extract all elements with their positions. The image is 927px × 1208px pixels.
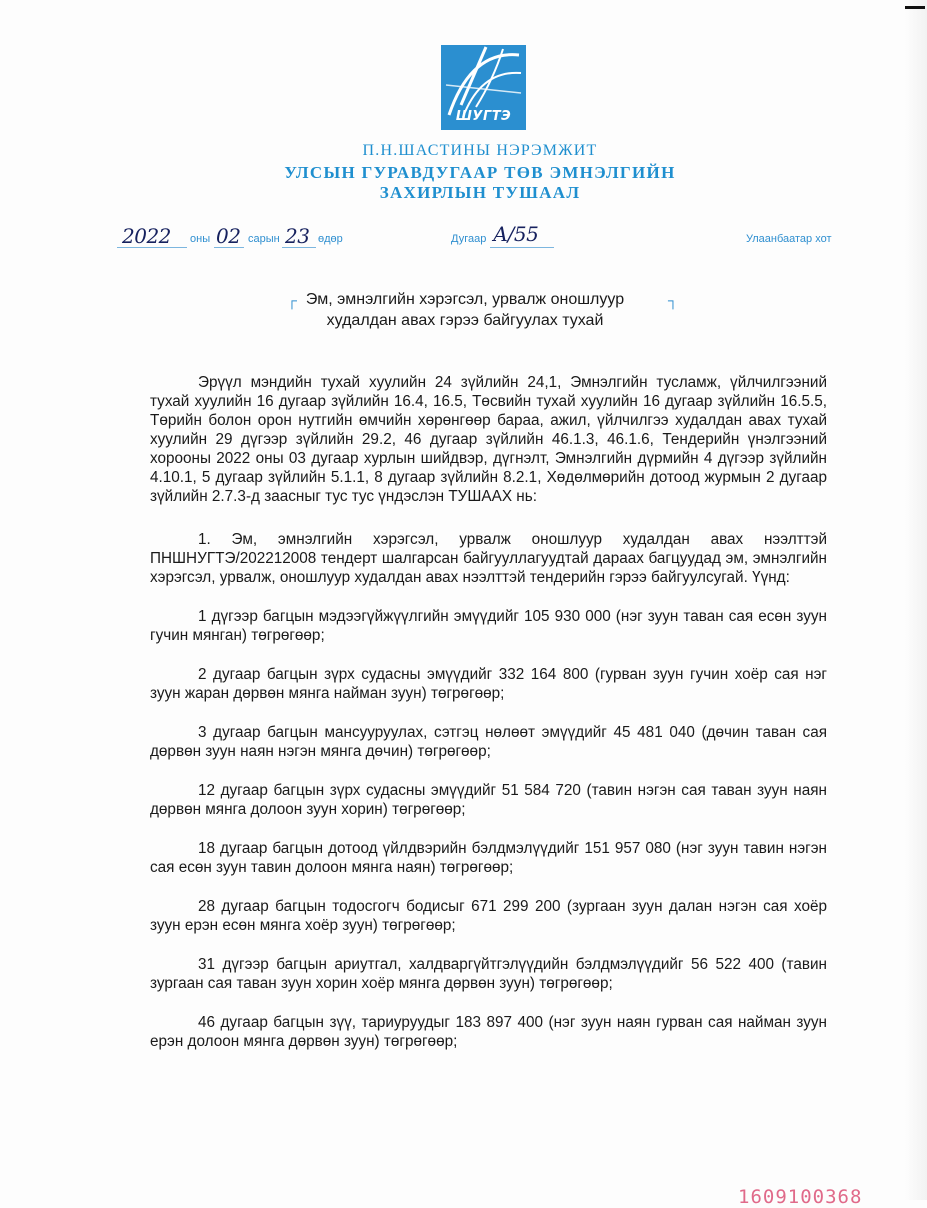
header-line-2: ЗАХИРЛЫН ТУШААЛ bbox=[379, 183, 581, 202]
batch-paragraph: 18 дугаар багцын дотоод үйлдвэрийн бэлдмэлүүдийг 151 957 080 (нэг зуун тавин нэгэн сая есөн зуун тавин долоон мянга наян) төгрөгөөр; bbox=[150, 840, 827, 876]
batch-paragraph: 1 дүгээр багцын мэдээгүйжүүлгийн эмүүдийг 105 930 000 (нэг зуун таван сая есөн зуун гучин мянган) төгрөгөөр; bbox=[150, 608, 827, 644]
date-line bbox=[0, 224, 927, 254]
year-suffix: оны bbox=[190, 233, 211, 245]
title-line-2: худалдан авах гэрээ байгуулах тухай bbox=[326, 312, 604, 329]
day-suffix: өдөр bbox=[318, 233, 343, 245]
page-edge-shadow bbox=[905, 0, 927, 1200]
batch-paragraph: 3 дугаар багцын мансууруулах, сэтгэц нөлөөт эмүүдийг 45 481 040 (дөчин таван сая дөрвөн зуун наян нэгэн мянга дөчин) төгрөгөөр; bbox=[150, 724, 827, 760]
month-suffix: сарын bbox=[248, 233, 280, 245]
batch-paragraph: 12 дугаар багцын зүрх судасны эмүүдийг 51 584 720 (тавин нэгэн сая таван зуун наян дөрвөн мянга долоон зуун хорин) төгрөгөөр; bbox=[150, 782, 827, 818]
handwritten-number: А/55 bbox=[493, 222, 539, 246]
scan-corner-mark bbox=[905, 6, 925, 9]
title-line-1: Эм, эмнэлгийн хэрэгсэл, урвалж оношлуур bbox=[305, 291, 625, 308]
number-label: Дугаар bbox=[451, 233, 487, 245]
hospital-logo bbox=[441, 45, 526, 130]
logo-text: ШУГТЭ bbox=[455, 109, 512, 124]
document-body bbox=[150, 373, 827, 1071]
batch-paragraph: 46 дугаар багцын зүү, тариуруудыг 183 897 400 (нэг зуун наян гурван сая найман зуун ерэн долоон мянга дөрвөн зуун) төгрөгөөр; bbox=[150, 1014, 827, 1050]
handwritten-month: 02 bbox=[216, 224, 241, 248]
item-1-paragraph: 1. Эм, эмнэлгийн хэрэгсэл, урвалж оношлуур худалдан авах нээлттэй ПНШНУГТЭ/202212008 тендерт шалгарсан байгууллагуудтай дараах багцуудад эм, эмнэлгийн хэрэгсэл, урвалж, оношлуур худалдан авах нээлттэй тендерийн гэрээ байгуулсугай. Үүнд: bbox=[150, 531, 827, 586]
header-line-1: УЛСЫН ГУРАВДУГААР ТӨВ ЭМНЭЛГИЙН bbox=[284, 163, 676, 182]
intro-paragraph: Эрүүл мэндийн тухай хуулийн 24 зүйлийн 24,1, Эмнэлгийн тусламж, үйлчилгээний тухай хуулийн 16 дугаар зүйлийн 16.4, 16.5, Төсвийн тухай хуулийн 16 дугаар зүйлийн 16.5.5, Төрийн болон орон нутгийн өмчийн хөрөнгөөр бараа, ажил, үйлчилгээ худалдан авах тухай хуулийн 29 дүгээр зүйлийн 29.2, 46 дугаар зүйлийн 46.1.3, 46.1.6, Тендерийн үнэлгээний хорооны 2022 оны 03 дугаар хурлын шийдвэр, дүгнэлт, Эмнэлгийн дүрмийн 4 дүгээр зүйлийн 4.10.1, 5 дугаар зүйлийн 5.1.1, 8 дугаар зүйлийн 8.2.1, Хөдөлмөрийн дотоод журмын 2 дугаар зүйлийн 2.7.3-д заасныг тус тус үндэслэн ТУШААХ нь: bbox=[150, 374, 827, 505]
handwritten-year: 2022 bbox=[122, 224, 171, 248]
batch-paragraph: 2 дугаар багцын зүрх судасны эмүүдийг 332 164 800 (гурван зуун гучин хоёр сая нэг зуун жаран дөрвөн мянга найман зуун) төгрөгөөр; bbox=[150, 666, 827, 702]
batch-paragraph: 28 дугаар багцын тодосгогч бодисыг 671 299 200 (зургаан зуун далан нэгэн сая хоёр зуун ерэн есөн мянга хоёр зуун) төгрөгөөр; bbox=[150, 898, 827, 934]
header-named-after: П.Н.ШАСТИНЫ НЭРЭМЖИТ bbox=[362, 142, 598, 159]
title-bracket-left-icon: ┌ bbox=[287, 292, 297, 308]
page-stamp-number: 1609100368 bbox=[738, 1186, 863, 1208]
title-bracket-right-icon: ┐ bbox=[668, 292, 678, 308]
city-label: Улаанбаатар хот bbox=[746, 233, 832, 245]
handwritten-day: 23 bbox=[285, 224, 310, 248]
batch-paragraph: 31 дүгээр багцын ариутгал, халдваргүйтгэлүүдийн бэлдмэлүүдийг 56 522 400 (тавин зургаан сая таван зуун хорин хоёр мянга дөрвөн зуун) төгрөгөөр; bbox=[150, 956, 827, 992]
